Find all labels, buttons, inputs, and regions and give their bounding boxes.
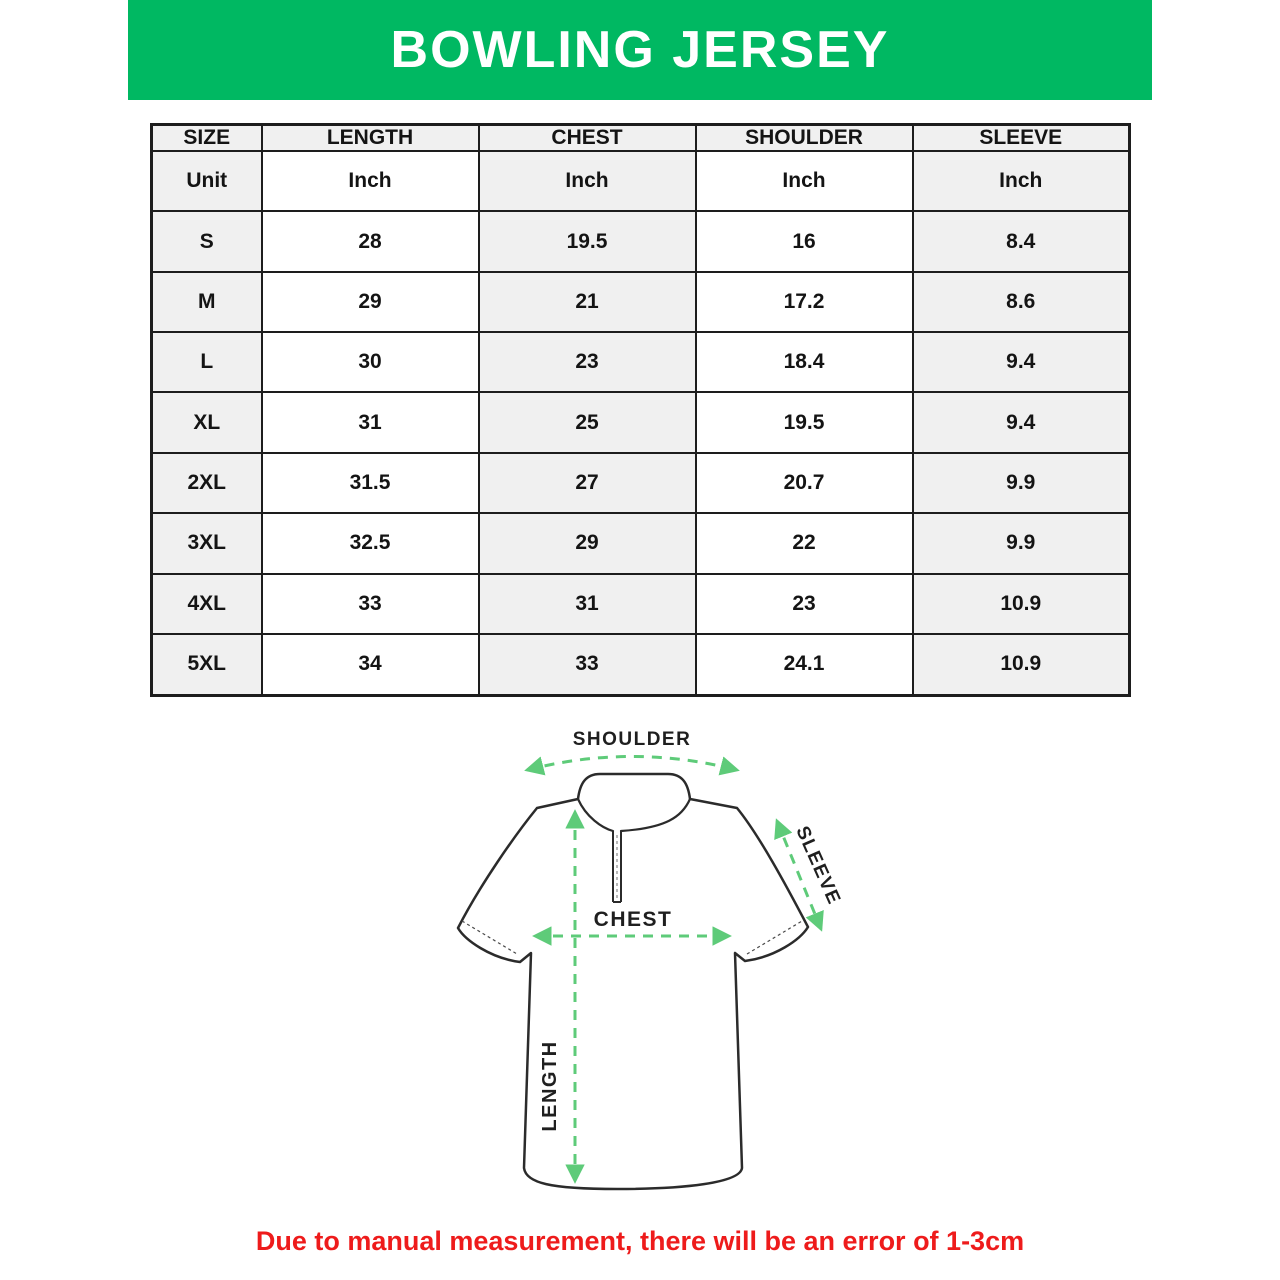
- size-cell: 4XL: [152, 574, 262, 634]
- measurement-cell: 22: [696, 513, 913, 573]
- page-title: BOWLING JERSEY: [390, 21, 890, 79]
- size-cell: M: [152, 272, 262, 332]
- measurement-cell: 8.6: [913, 272, 1130, 332]
- col-header-shoulder: SHOULDER: [696, 125, 913, 152]
- col-header-length: LENGTH: [262, 125, 479, 152]
- measurement-cell: 19.5: [479, 211, 696, 271]
- table-row-4xl: [152, 574, 1130, 634]
- measurement-cell: 18.4: [696, 332, 913, 392]
- unit-row: [152, 151, 1130, 211]
- table-row-5xl: [152, 634, 1130, 696]
- size-cell: 5XL: [152, 634, 262, 696]
- size-cell: XL: [152, 392, 262, 452]
- col-header-size: SIZE: [152, 125, 262, 152]
- table-row-l: [152, 332, 1130, 392]
- measurement-cell: 24.1: [696, 634, 913, 696]
- measurement-cell: 28: [262, 211, 479, 271]
- measurement-cell: 34: [262, 634, 479, 696]
- measurement-cell: 32.5: [262, 513, 479, 573]
- measurement-cell: 19.5: [696, 392, 913, 452]
- measurement-cell: 29: [479, 513, 696, 573]
- measurement-cell: 31: [479, 574, 696, 634]
- measurement-cell: 30: [262, 332, 479, 392]
- jersey-outline: [458, 774, 808, 1189]
- measurement-cell: 33: [479, 634, 696, 696]
- size-cell: 3XL: [152, 513, 262, 573]
- shoulder-arrow: [527, 757, 737, 771]
- measurement-cell: 10.9: [913, 634, 1130, 696]
- col-header-sleeve: SLEEVE: [913, 125, 1130, 152]
- measurement-cell: 33: [262, 574, 479, 634]
- col-header-chest: CHEST: [479, 125, 696, 152]
- measurement-cell: 9.4: [913, 392, 1130, 452]
- unit-cell: Inch: [696, 151, 913, 211]
- unit-cell: Inch: [479, 151, 696, 211]
- measurement-cell: 23: [696, 574, 913, 634]
- measurement-cell: 9.9: [913, 513, 1130, 573]
- table-row-3xl: [152, 513, 1130, 573]
- unit-label: Unit: [152, 151, 262, 211]
- size-chart-section: [150, 123, 1131, 697]
- chest-label: CHEST: [593, 908, 673, 931]
- measurement-cell: 23: [479, 332, 696, 392]
- measurement-cell: 20.7: [696, 453, 913, 513]
- sleeve-label: SLEEVE: [791, 823, 845, 909]
- measurement-cell: 9.9: [913, 453, 1130, 513]
- measurement-cell: 31: [262, 392, 479, 452]
- size-cell: 2XL: [152, 453, 262, 513]
- measurement-cell: 8.4: [913, 211, 1130, 271]
- size-cell: L: [152, 332, 262, 392]
- size-cell: S: [152, 211, 262, 271]
- table-row-m: [152, 272, 1130, 332]
- shoulder-label: SHOULDER: [572, 729, 692, 750]
- header-row: [152, 125, 1130, 152]
- jersey-measurement-diagram: [420, 715, 880, 1220]
- measurement-cell: 29: [262, 272, 479, 332]
- table-row-s: [152, 211, 1130, 271]
- measurement-cell: 27: [479, 453, 696, 513]
- measurement-cell: 16: [696, 211, 913, 271]
- measurement-cell: 25: [479, 392, 696, 452]
- measurement-cell: 21: [479, 272, 696, 332]
- measurement-cell: 9.4: [913, 332, 1130, 392]
- table-row-2xl: [152, 453, 1130, 513]
- measurement-cell: 10.9: [913, 574, 1130, 634]
- unit-cell: Inch: [913, 151, 1130, 211]
- table-row-xl: [152, 392, 1130, 452]
- unit-cell: Inch: [262, 151, 479, 211]
- title-banner: [128, 0, 1152, 100]
- measurement-cell: 31.5: [262, 453, 479, 513]
- measurement-disclaimer: Due to manual measurement, there will be an error of 1-3cm: [255, 1226, 1025, 1256]
- length-label: LENGTH: [539, 1040, 561, 1132]
- measurement-cell: 17.2: [696, 272, 913, 332]
- size-chart-table: [150, 123, 1131, 697]
